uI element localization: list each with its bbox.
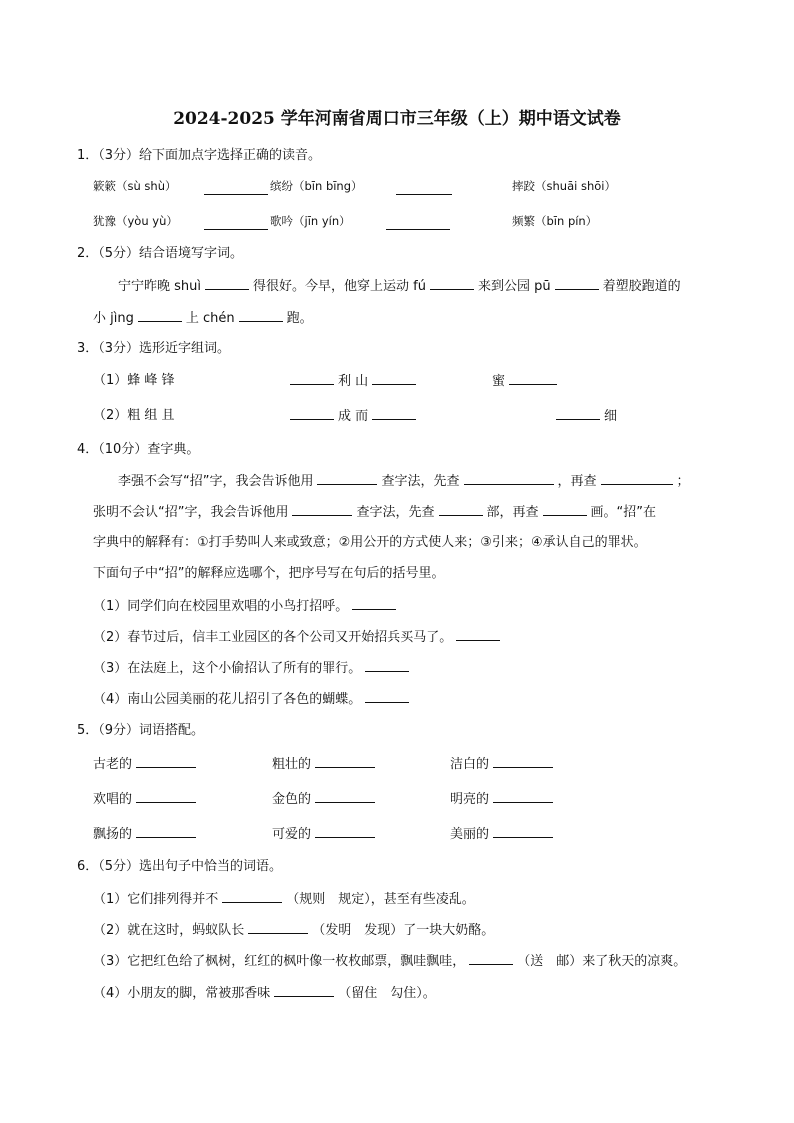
q5-word: 飘扬的 bbox=[93, 827, 133, 842]
q4-text: 张明不会认“招”字，我会告诉他用 bbox=[93, 505, 289, 520]
answer-blank[interactable] bbox=[555, 276, 599, 290]
q5-word: 古老的 bbox=[93, 757, 133, 772]
q5-item bbox=[93, 789, 200, 810]
answer-blank[interactable] bbox=[290, 406, 334, 420]
q5-item bbox=[450, 754, 557, 775]
q1-item: 频繁（bīn pín） bbox=[512, 214, 598, 228]
answer-blank[interactable] bbox=[248, 920, 308, 934]
answer-blank[interactable] bbox=[493, 754, 553, 768]
q5-word: 明亮的 bbox=[450, 792, 490, 807]
q6-text: （发明 发现）了一块大奶酪。 bbox=[312, 923, 495, 938]
question-3-heading: 3．（3分）选形近字组词。 bbox=[77, 341, 231, 356]
q5-item bbox=[450, 789, 557, 810]
q5-item bbox=[272, 754, 379, 775]
answer-blank[interactable] bbox=[372, 406, 416, 420]
q4-sentence bbox=[93, 689, 413, 710]
q4-line-2 bbox=[93, 502, 656, 523]
q4-text: 查字法，先查 bbox=[381, 474, 460, 489]
q5-item bbox=[93, 754, 200, 775]
q6-text: （4）小朋友的脚，常被那香味 bbox=[93, 986, 271, 1001]
q5-word: 洁白的 bbox=[450, 757, 490, 772]
answer-blank[interactable] bbox=[386, 216, 450, 230]
q4-text: ，再查 bbox=[557, 474, 597, 489]
q4-sentence bbox=[93, 658, 413, 679]
q2-line-2 bbox=[93, 308, 313, 329]
answer-blank[interactable] bbox=[138, 308, 182, 322]
question-1-heading: 1．（3分）给下面加点字选择正确的读音。 bbox=[77, 148, 322, 163]
q4-text: （4）南山公园美丽的花儿招引了各色的蝴蝶。 bbox=[93, 692, 362, 707]
answer-blank[interactable] bbox=[556, 406, 600, 420]
q2-text: 得很好。今早，他穿上运动 fú bbox=[253, 279, 426, 294]
q3-row-2-extra bbox=[556, 406, 617, 427]
q2-text: 来到公园 pū bbox=[477, 279, 551, 294]
question-6-heading: 6．（5分）选出句子中恰当的词语。 bbox=[77, 859, 283, 874]
q2-text: 着塑胶跑道的 bbox=[602, 279, 681, 294]
q6-sentence bbox=[93, 889, 475, 910]
q6-text: （规则 规定），甚至有些凌乱。 bbox=[286, 892, 475, 907]
answer-blank[interactable] bbox=[315, 789, 375, 803]
q4-line-1 bbox=[118, 471, 690, 492]
q3-row-1-extra bbox=[492, 371, 561, 392]
answer-blank[interactable] bbox=[543, 502, 587, 516]
q5-word: 金色的 bbox=[272, 792, 312, 807]
q3-row-1-words bbox=[290, 371, 420, 392]
q1-item: 摔跤（shuāi shōi） bbox=[512, 179, 616, 193]
q4-text: 部，再查 bbox=[486, 505, 539, 520]
answer-blank[interactable] bbox=[469, 951, 513, 965]
q2-text: 宁宁昨晚 shuì bbox=[118, 279, 201, 294]
q4-text: ； bbox=[676, 474, 690, 489]
answer-blank[interactable] bbox=[222, 889, 282, 903]
q3-text: 蜜 bbox=[492, 374, 506, 389]
answer-blank[interactable] bbox=[464, 471, 554, 485]
q5-word: 可爱的 bbox=[272, 827, 312, 842]
answer-blank[interactable] bbox=[204, 181, 268, 195]
answer-blank[interactable] bbox=[136, 824, 196, 838]
answer-blank[interactable] bbox=[136, 754, 196, 768]
q4-text: 画。“招”在 bbox=[590, 505, 656, 520]
q2-line-1 bbox=[118, 276, 681, 297]
q6-text: （3）它把红色给了枫树，红红的枫叶像一枚枚邮票，飘哇飘哇， bbox=[93, 954, 466, 969]
answer-blank[interactable] bbox=[315, 754, 375, 768]
q4-definitions: 字典中的解释有：①打手势叫人来或致意；②用公开的方式使人来；③引来；④承认自己的罪状。 bbox=[93, 535, 647, 550]
answer-blank[interactable] bbox=[352, 596, 396, 610]
question-2-heading: 2．（5分）结合语境写字词。 bbox=[77, 246, 244, 261]
q2-text: 跑。 bbox=[286, 311, 313, 326]
q4-sentence bbox=[93, 627, 504, 648]
answer-blank[interactable] bbox=[239, 308, 283, 322]
q2-text: 小 jìng bbox=[93, 311, 134, 326]
answer-blank[interactable] bbox=[365, 658, 409, 672]
answer-blank[interactable] bbox=[315, 824, 375, 838]
page-title: 2024-2025 学年河南省周口市三年级（上）期中语文试卷 bbox=[173, 109, 621, 129]
answer-blank[interactable] bbox=[493, 824, 553, 838]
answer-blank[interactable] bbox=[205, 276, 249, 290]
q3-text: 细 bbox=[604, 409, 618, 424]
answer-blank[interactable] bbox=[372, 371, 416, 385]
answer-blank[interactable] bbox=[292, 502, 352, 516]
q4-text: 李强不会写“招”字，我会告诉他用 bbox=[118, 474, 314, 489]
q6-sentence bbox=[93, 920, 494, 941]
q5-item bbox=[272, 824, 379, 845]
q1-item: 簌簌（sù shù） bbox=[93, 179, 177, 193]
q4-text: （2）春节过后，信丰工业园区的各个公司又开始招兵买马了。 bbox=[93, 630, 453, 645]
q3-row-2-label: （2）粗 组 且 bbox=[93, 408, 175, 423]
q4-text: （3）在法庭上，这个小偷招认了所有的罪行。 bbox=[93, 661, 362, 676]
answer-blank[interactable] bbox=[136, 789, 196, 803]
answer-blank[interactable] bbox=[493, 789, 553, 803]
q3-row-2-words bbox=[290, 406, 420, 427]
answer-blank[interactable] bbox=[601, 471, 673, 485]
q5-word: 欢唱的 bbox=[93, 792, 133, 807]
q1-item: 缤纷（bīn bīng） bbox=[270, 179, 363, 193]
q3-text: 利 山 bbox=[338, 374, 369, 389]
answer-blank[interactable] bbox=[439, 502, 483, 516]
answer-blank[interactable] bbox=[290, 371, 334, 385]
q1-item: 歌吟（jīn yín） bbox=[270, 214, 351, 228]
q6-sentence bbox=[93, 983, 436, 1004]
q5-item bbox=[450, 824, 557, 845]
answer-blank[interactable] bbox=[430, 276, 474, 290]
q4-instruction: 下面句子中“招”的解释应选哪个，把序号写在句后的括号里。 bbox=[93, 566, 445, 581]
q4-text: （1）同学们向在校园里欢唱的小鸟打招呼。 bbox=[93, 599, 349, 614]
answer-blank[interactable] bbox=[274, 983, 334, 997]
answer-blank[interactable] bbox=[317, 471, 377, 485]
answer-blank[interactable] bbox=[365, 689, 409, 703]
q2-text: 上 chén bbox=[185, 311, 235, 326]
q6-sentence bbox=[93, 951, 686, 972]
q4-text: 查字法，先查 bbox=[356, 505, 435, 520]
q6-text: （2）就在这时，蚂蚁队长 bbox=[93, 923, 245, 938]
answer-blank[interactable] bbox=[509, 371, 557, 385]
answer-blank[interactable] bbox=[396, 181, 452, 195]
q4-sentence bbox=[93, 596, 400, 617]
q5-word: 粗壮的 bbox=[272, 757, 312, 772]
q3-row-1-label: （1）蜂 峰 锋 bbox=[93, 373, 175, 388]
q6-text: （送 邮）来了秋天的凉爽。 bbox=[517, 954, 687, 969]
q5-item bbox=[272, 789, 379, 810]
question-4-heading: 4．（10分）查字典。 bbox=[77, 442, 200, 457]
q6-text: （1）它们排列得并不 bbox=[93, 892, 219, 907]
q5-word: 美丽的 bbox=[450, 827, 490, 842]
answer-blank[interactable] bbox=[204, 216, 268, 230]
q3-text: 成 而 bbox=[338, 409, 369, 424]
answer-blank[interactable] bbox=[456, 627, 500, 641]
q5-item bbox=[93, 824, 200, 845]
question-5-heading: 5．（9分）词语搭配。 bbox=[77, 723, 205, 738]
q1-item: 犹豫（yòu yù） bbox=[93, 214, 178, 228]
q6-text: （留住 勾住）。 bbox=[338, 986, 436, 1001]
